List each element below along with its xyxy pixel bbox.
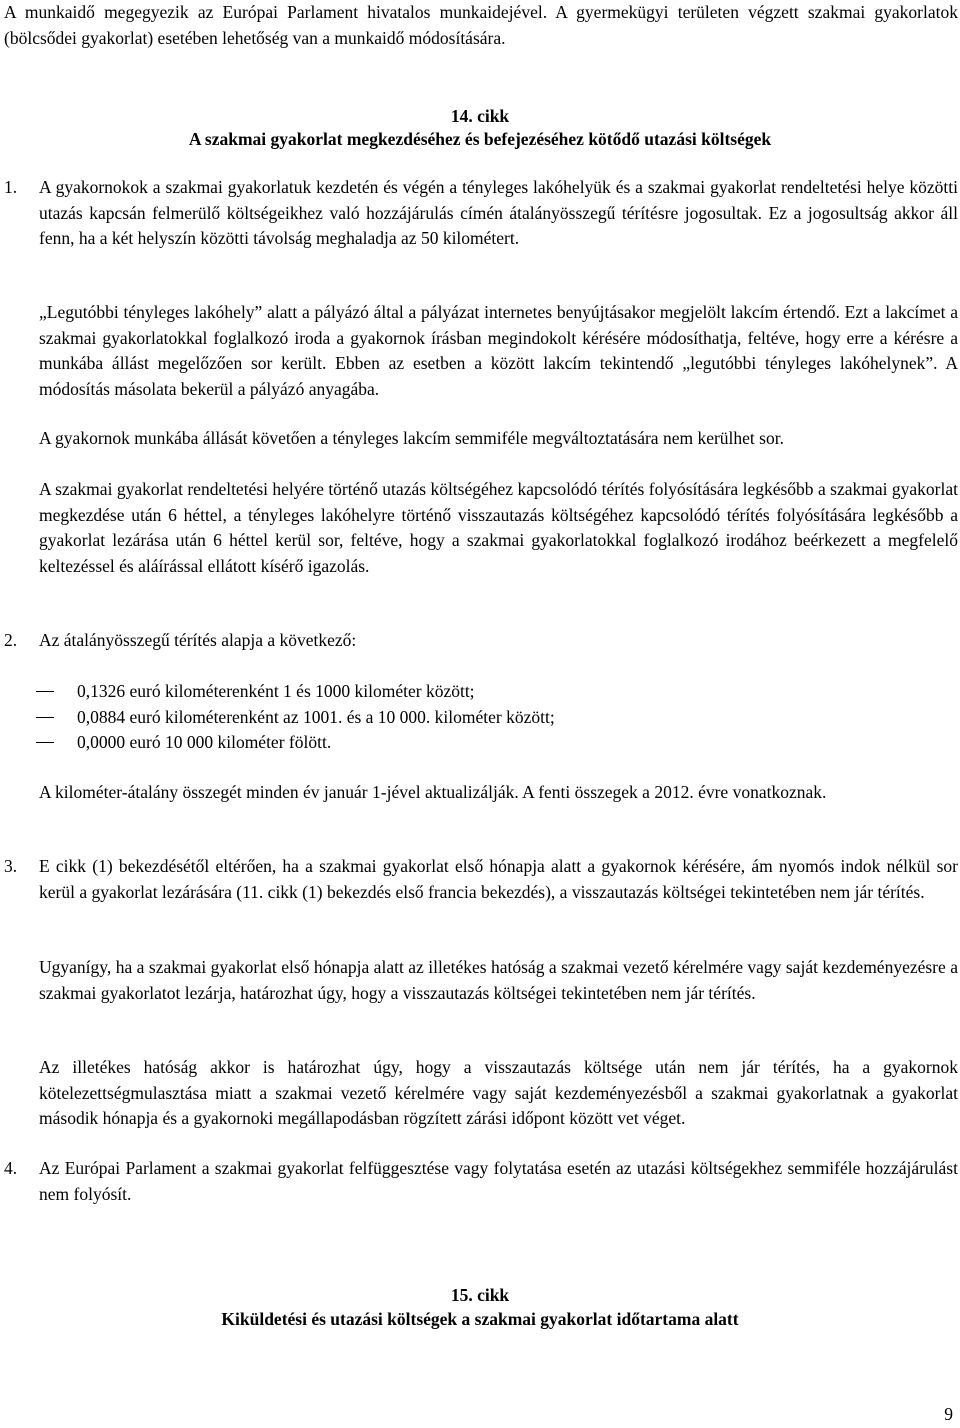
point-2-note: A kilométer-átalány összegét minden év január 1-jével aktualizálják. A fenti összegek a 2012. évre vonatkoznak. bbox=[39, 782, 827, 802]
point-2-intro: Az átalányösszegű térítés alapja a következő: bbox=[39, 630, 357, 650]
dash-bullet-icon bbox=[36, 691, 54, 692]
point-1 bbox=[4, 175, 958, 252]
intro-paragraph: A munkaidő megegyezik az Európai Parlament hivatalos munkaidejével. A gyermekügyi területen végzett szakmai gyakorlatok (bölcsődei gyakorlat) esetében lehetőség van a munkaidő módosítására. bbox=[4, 2, 958, 48]
point-3-paragraph-3: Az illetékes hatóság akkor is határozhat úgy, hogy a visszautazás költsége után nem jár térítés, ha a gyakornok kötelezettségmulasztása miatt a szakmai vezető kérelmére vagy saját kezdeményezésből a szakmai gyakorlatnak a gyakorlat második hónapja és a gyakornoki megállapodásban rögzített zárási időpont között vet véget. bbox=[39, 1057, 958, 1128]
article-14-title: A szakmai gyakorlat megkezdéséhez és befejezéséhez kötődő utazási költségek bbox=[188, 129, 772, 149]
point-1-paragraph-3: A gyakornok munkába állását követően a tényleges lakcím semmiféle megváltoztatására nem kerülhet sor. bbox=[39, 428, 784, 448]
rate-text: 0,0884 euró kilométerenként az 1001. és a 10 000. kilométer között; bbox=[77, 707, 555, 727]
dash-bullet-icon bbox=[36, 717, 54, 718]
point-1-paragraph-4: A szakmai gyakorlat rendeltetési helyére történő utazás költségéhez kapcsolódó térítés folyósítására legkésőbb a szakmai gyakorlat megkezdése után 6 héttel, a tényleges lakóhelyre történő visszautazás költségéhez kapcsolódó térítés folyósítására legkésőbb a gyakorlat lezárása után 6 héttel kerül sor, feltéve, hogy a szakmai gyakorlatokkal foglalkozó irodához beérkezett a megfelelő keltezéssel és aláírással ellátott kísérő igazolás. bbox=[39, 479, 958, 576]
rate-text: 0,0000 euró 10 000 kilométer fölött. bbox=[77, 732, 332, 752]
article-15-number: 15. cikk bbox=[450, 1285, 510, 1305]
point-1-number: 1. bbox=[4, 177, 18, 197]
point-3 bbox=[4, 854, 958, 905]
article-15-title: Kiküldetési és utazási költségek a szakmai gyakorlat időtartama alatt bbox=[221, 1309, 739, 1329]
point-1-paragraph-1: A gyakornokok a szakmai gyakorlatuk kezdetén és végén a tényleges lakóhelyük és a szakmai gyakorlat rendeltetési helye közötti utazás kapcsán felmerülő költségeikhez való hozzájárulás címén átalányösszegű térítésre jogosultak. Ez a jogosultság akkor áll fenn, ha a két helyszín közötti távolság meghaladja az 50 kilométert. bbox=[39, 177, 958, 248]
point-3-number: 3. bbox=[4, 856, 18, 876]
point-2-number: 2. bbox=[4, 630, 18, 650]
point-4-number: 4. bbox=[4, 1158, 18, 1178]
page-number: 9 bbox=[944, 1404, 953, 1424]
rate-item bbox=[36, 705, 936, 731]
article-14-number: 14. cikk bbox=[450, 106, 510, 126]
point-3-paragraph-1: E cikk (1) bekezdésétől eltérően, ha a szakmai gyakorlat első hónapja alatt a gyakornok kérésére, ám nyomós indok nélkül sor kerül a gyakorlat lezárására (11. cikk (1) bekezdés első francia bekezdés), a visszautazás költségei tekintetében nem jár térítés. bbox=[39, 856, 958, 902]
dash-bullet-icon bbox=[36, 742, 54, 743]
rate-item bbox=[36, 679, 936, 705]
point-2 bbox=[4, 628, 958, 654]
point-3-paragraph-2: Ugyanígy, ha a szakmai gyakorlat első hónapja alatt az illetékes hatóság a szakmai vezető kérelmére vagy saját kezdeményezésre a szakmai gyakorlatot lezárja, határozhat úgy, hogy a visszautazás költségei tekintetében nem jár térítés. bbox=[39, 957, 958, 1003]
rate-text: 0,1326 euró kilométerenként 1 és 1000 kilométer között; bbox=[77, 681, 475, 701]
point-4-paragraph: Az Európai Parlament a szakmai gyakorlat felfüggesztése vagy folytatása esetén az utazási költségekhez semmiféle hozzájárulást nem folyósít. bbox=[39, 1158, 958, 1204]
point-4 bbox=[4, 1156, 958, 1207]
rate-item bbox=[36, 730, 936, 756]
point-1-paragraph-2: „Legutóbbi tényleges lakóhely” alatt a pályázó által a pályázat internetes benyújtásakor megjelölt lakcím értendő. Ezt a lakcímet a szakmai gyakorlatokkal foglalkozó iroda a gyakornok írásban megindokolt kérésére módosíthatja, feltéve, hogy erre a kérésre a munkába állást megelőzően sor került. Ebben az esetben a között lakcím tekintendő „legutóbbi tényleges lakóhelynek”. A módosítás másolata bekerül a pályázó anyagába. bbox=[39, 302, 958, 399]
